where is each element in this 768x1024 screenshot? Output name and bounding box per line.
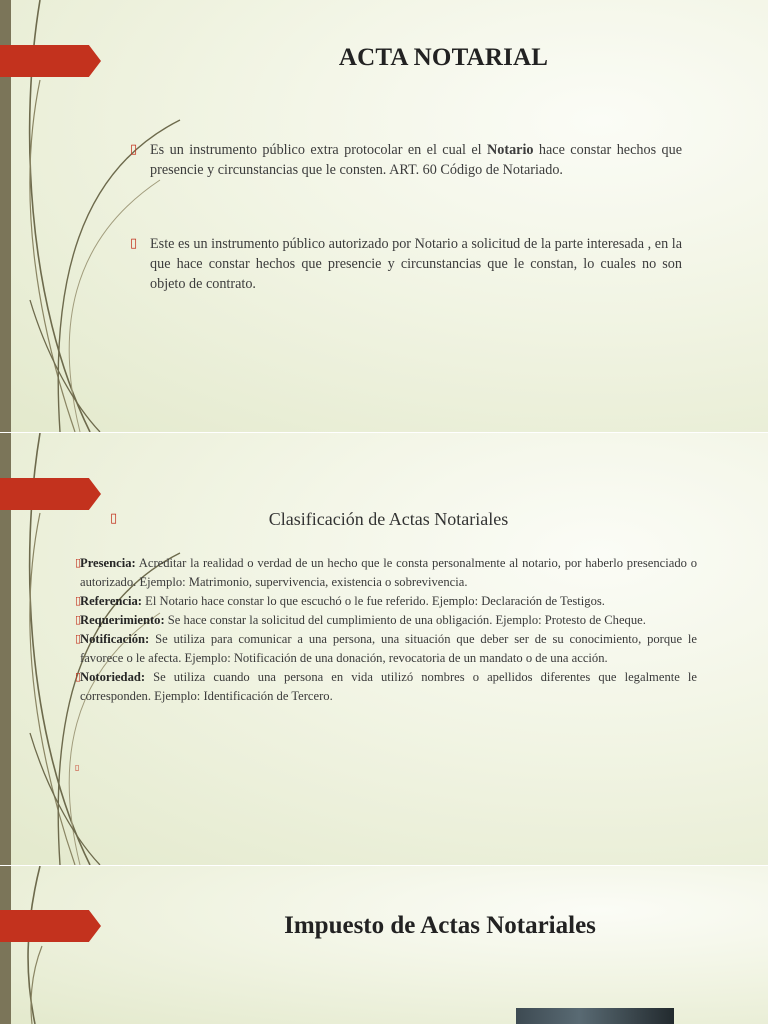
slide-3 (0, 866, 768, 1024)
list-item (75, 630, 697, 668)
item-text: Se hace constar la solicitud del cumplimiento de una obligación. Ejemplo: Protesto de Cheque. (164, 613, 646, 627)
bullet-marker: ▯ (75, 671, 82, 683)
slide-1 (0, 0, 768, 432)
bullet-1-text-start: Es un instrumento público extra protocolar en el cual el (150, 142, 487, 158)
red-tab-marker (0, 478, 101, 510)
bullet-marker: ▯ (130, 141, 138, 156)
slide-title: Impuesto de Actas Notariales (284, 912, 596, 939)
slide-title: ACTA NOTARIAL (338, 44, 549, 71)
bullet-1-bold-term: Notario (487, 142, 534, 158)
classification-list (75, 554, 697, 706)
red-tab-marker (0, 910, 101, 942)
bullet-paragraph-2: Este es un instrumento público autorizado por Notario a solicitud de la parte interesada , en la que hace constar hechos que presencie y circunstancias que le constan, lo cuales no son objeto de contrato. (150, 236, 682, 292)
bullet-marker: ▯ (75, 614, 82, 626)
list-item (75, 611, 697, 630)
bullet-marker: ▯ (110, 510, 118, 525)
image-thumbnail (516, 1008, 674, 1024)
bullet-marker: ▯ (75, 633, 82, 645)
decorative-curves (0, 866, 200, 1024)
item-term: Presencia: (80, 556, 136, 570)
item-text: Se utiliza para comunicar a una persona, una situación que deber ser de su conocimiento, porque le favorece o le afecta. Ejemplo: Notificación de una donación, revocatoria de un mandato o de una acción. (80, 632, 697, 665)
list-item (75, 592, 697, 611)
item-term: Requerimiento: (80, 613, 165, 627)
bullet-1-text-end: hace constar hechos que presencie y circunstancias que le consten. ART. 60 Código de Notariado. (150, 142, 682, 178)
slide-title: Clasificación de Actas Notariales (268, 509, 509, 529)
slide-2 (0, 433, 768, 865)
item-term: Referencia: (80, 594, 143, 608)
bullet-paragraph-1 (150, 140, 682, 180)
item-term: Notoriedad: (80, 670, 146, 684)
item-term: Notificación: (80, 632, 150, 646)
bullet-marker: ▯ (130, 235, 138, 250)
bullet-marker: ▯ (75, 557, 82, 569)
bullet-marker: ▯ (75, 595, 82, 607)
item-text: El Notario hace constar lo que escuchó o le fue referido. Ejemplo: Declaración de Testigos. (142, 594, 605, 608)
item-text: Acreditar la realidad o verdad de un hecho que le consta personalmente al notario, por haberlo presenciado o autorizado. Ejemplo: Matrimonio, supervivencia, existencia o sobrevivencia. (80, 556, 697, 589)
empty-bullet-marker: ▯ (75, 763, 80, 772)
list-item (75, 668, 697, 706)
list-item (75, 554, 697, 592)
item-text: Se utiliza cuando una persona en vida utilizó nombres o apellidos diferentes que legalmente le corresponden. Ejemplo: Identificación de Tercero. (80, 670, 697, 703)
